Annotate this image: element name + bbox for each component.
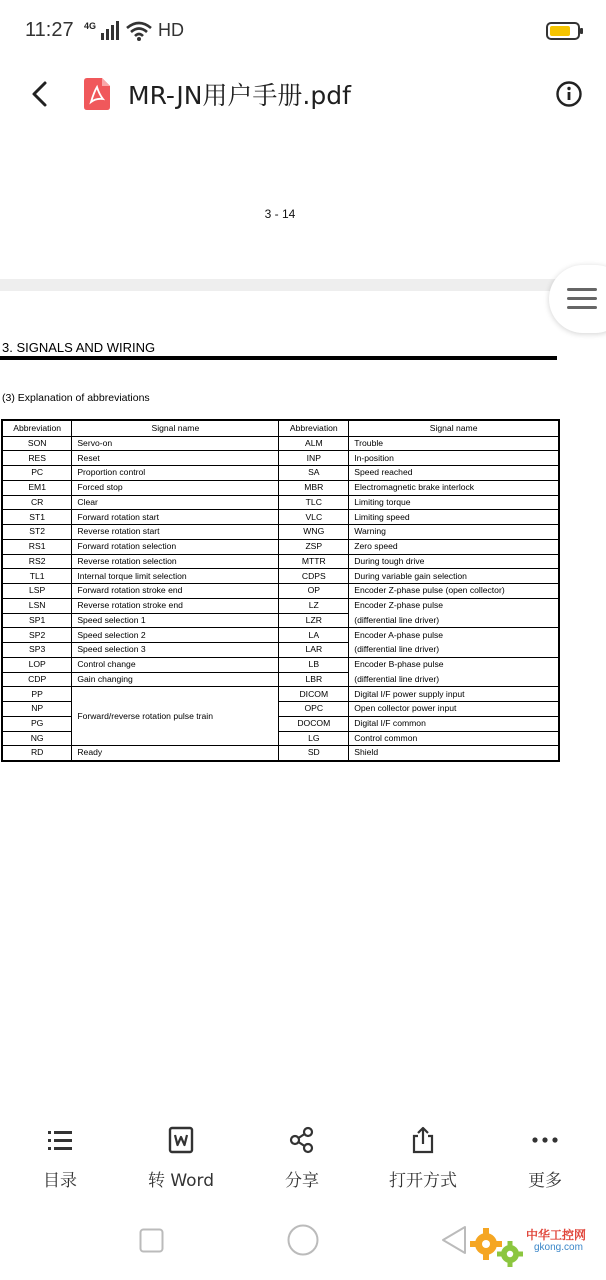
signal-name-cell: Warning [349,525,559,540]
abbreviation-cell: SD [279,746,349,761]
table-row [2,495,559,510]
abbreviation-cell: LOP [2,657,72,672]
table-row [2,672,559,687]
signal-name-cell: In-position [349,451,559,466]
section-heading: 3. SIGNALS AND WIRING [2,340,156,355]
abbreviation-cell: CDPS [279,569,349,584]
more-label: 更多 [528,1171,562,1191]
abbreviation-cell: CDP [2,672,72,687]
abbreviation-cell: OP [279,584,349,599]
abbreviation-cell: SP3 [2,643,72,658]
table-row [2,510,559,525]
signal-name-cell: Forward rotation stroke end [72,584,279,599]
table-row [2,628,559,643]
signal-name-cell: During variable gain selection [349,569,559,584]
side-menu-button[interactable] [549,265,606,333]
header-abbreviation: Abbreviation [279,420,349,436]
back-button[interactable] [24,78,56,110]
signal-name-cell: Trouble [349,436,559,451]
abbreviation-cell: VLC [279,510,349,525]
table-row [2,657,559,672]
battery-level [550,26,570,36]
abbreviation-cell: EM1 [2,480,72,495]
table-row [2,643,559,658]
convert-word-label: 转 Word [147,1171,215,1191]
abbreviation-cell: OPC [279,702,349,717]
list-icon [46,1126,74,1154]
signal-name-cell: Forced stop [72,480,279,495]
signal-name-cell: Forward/reverse rotation pulse train [72,687,279,746]
status-icons [84,20,184,41]
abbreviation-cell: LZ [279,598,349,613]
abbreviation-cell: LAR [279,643,349,658]
signal-name-cell: Reverse rotation stroke end [72,598,279,613]
back-nav-button[interactable] [440,1225,468,1255]
menu-icon [567,285,599,313]
signal-icon [100,21,122,41]
table-row [2,554,559,569]
signal-name-cell: Reset [72,451,279,466]
signal-name-cell: Ready [72,746,279,761]
status-time: 11:27 [25,19,74,41]
abbreviation-cell: DOCOM [279,716,349,731]
signal-name-cell: Gain changing [72,672,279,687]
open-with-icon [409,1126,437,1154]
signal-name-cell: During tough drive [349,554,559,569]
abbreviation-cell: SP2 [2,628,72,643]
more-icon [531,1126,559,1154]
abbreviation-cell: CR [2,495,72,510]
home-button[interactable] [287,1224,319,1256]
toc-button[interactable] [15,1120,105,1191]
abbreviation-cell: NP [2,702,72,717]
header-abbreviation: Abbreviation [2,420,72,436]
abbreviation-cell: SON [2,436,72,451]
info-button[interactable] [554,79,584,109]
more-button[interactable] [500,1120,590,1191]
abbreviation-cell: TLC [279,495,349,510]
signal-name-cell: Forward rotation selection [72,539,279,554]
abbreviation-cell: DICOM [279,687,349,702]
abbreviation-cell: ALM [279,436,349,451]
signal-name-cell: Digital I/F power supply input [349,687,559,702]
gear-icon [468,1222,528,1272]
signal-name-cell: Speed selection 1 [72,613,279,628]
signal-name-cell: (differential line driver) [349,643,559,658]
table-row [2,436,559,451]
signal-name-cell: Open collector power input [349,702,559,717]
battery-icon [546,22,580,40]
share-label: 分享 [285,1171,319,1191]
watermark-text: 中华工控网 [526,1228,587,1242]
abbreviation-cell: LB [279,657,349,672]
abbreviation-table [1,419,560,762]
table-row [2,687,559,702]
signal-name-cell: Reverse rotation selection [72,554,279,569]
toc-label: 目录 [43,1171,77,1191]
signal-name-cell: Limiting torque [349,495,559,510]
abbreviation-cell: RD [2,746,72,761]
table-row [2,569,559,584]
table-header-row [2,420,559,436]
signal-name-cell: Proportion control [72,466,279,481]
signal-name-cell: Speed reached [349,466,559,481]
signal-name-cell: Speed selection 2 [72,628,279,643]
abbreviation-cell: SA [279,466,349,481]
abbreviation-cell: LG [279,731,349,746]
signal-name-cell: Control common [349,731,559,746]
heading-rule [0,356,557,360]
abbreviation-cell: MBR [279,480,349,495]
hd-label: HD [158,20,185,40]
abbreviation-cell: MTTR [279,554,349,569]
watermark-url: gkong.com [534,1242,583,1253]
network-type: 4G [84,20,97,31]
bottom-toolbar [0,1120,606,1200]
abbreviation-cell: ZSP [279,539,349,554]
signal-name-cell: Shield [349,746,559,761]
table-body [2,436,559,761]
signal-name-cell: Digital I/F common [349,716,559,731]
abbreviation-cell: LSN [2,598,72,613]
abbreviation-cell: ST1 [2,510,72,525]
page-number: 3 - 14 [264,207,296,221]
signal-name-cell: Limiting speed [349,510,559,525]
status-bar [0,0,606,60]
share-icon [288,1126,316,1154]
table-row [2,584,559,599]
convert-word-button[interactable] [136,1120,226,1191]
abbreviation-cell: ST2 [2,525,72,540]
table-row [2,525,559,540]
abbreviation-cell: RES [2,451,72,466]
sub-heading: (3) Explanation of abbreviations [2,392,150,404]
abbreviation-cell: LSP [2,584,72,599]
abbreviation-cell: PG [2,716,72,731]
signal-name-cell: Reverse rotation start [72,525,279,540]
watermark-logo [468,1222,598,1272]
signal-name-cell: (differential line driver) [349,672,559,687]
signal-name-cell: Encoder Z-phase pulse [349,598,559,613]
table-row [2,466,559,481]
abbreviation-cell: INP [279,451,349,466]
signal-name-cell: Electromagnetic brake interlock [349,480,559,495]
signal-name-cell: Control change [72,657,279,672]
open-with-label: 打开方式 [389,1171,457,1191]
recents-button[interactable] [139,1228,164,1253]
table-row [2,598,559,613]
signal-name-cell: (differential line driver) [349,613,559,628]
signal-name-cell: Internal torque limit selection [72,569,279,584]
signal-name-cell: Encoder B-phase pulse [349,657,559,672]
header-signal-name: Signal name [349,420,559,436]
table-row [2,451,559,466]
document-title: MR-JN用户手册.pdf [128,81,351,110]
table-row [2,613,559,628]
table-row [2,539,559,554]
abbreviation-cell: LA [279,628,349,643]
pdf-icon [84,78,110,110]
table-row [2,480,559,495]
abbreviation-cell: WNG [279,525,349,540]
abbreviation-cell: LZR [279,613,349,628]
signal-name-cell: Speed selection 3 [72,643,279,658]
page-separator [0,279,606,291]
table-row [2,746,559,761]
abbreviation-cell: RS1 [2,539,72,554]
abbreviation-cell: SP1 [2,613,72,628]
wifi-icon [126,21,152,41]
abbreviation-cell: NG [2,731,72,746]
signal-name-cell: Clear [72,495,279,510]
title-bar [0,62,606,126]
abbreviation-cell: PC [2,466,72,481]
signal-name-cell: Forward rotation start [72,510,279,525]
signal-name-cell: Zero speed [349,539,559,554]
signal-name-cell: Encoder Z-phase pulse (open collector) [349,584,559,599]
header-signal-name: Signal name [72,420,279,436]
signal-name-cell: Servo-on [72,436,279,451]
signal-name-cell: Encoder A-phase pulse [349,628,559,643]
abbreviation-cell: PP [2,687,72,702]
word-icon [167,1126,195,1154]
share-button[interactable] [257,1120,347,1191]
abbreviation-cell: TL1 [2,569,72,584]
open-with-button[interactable] [378,1120,468,1191]
abbreviation-cell: RS2 [2,554,72,569]
abbreviation-cell: LBR [279,672,349,687]
